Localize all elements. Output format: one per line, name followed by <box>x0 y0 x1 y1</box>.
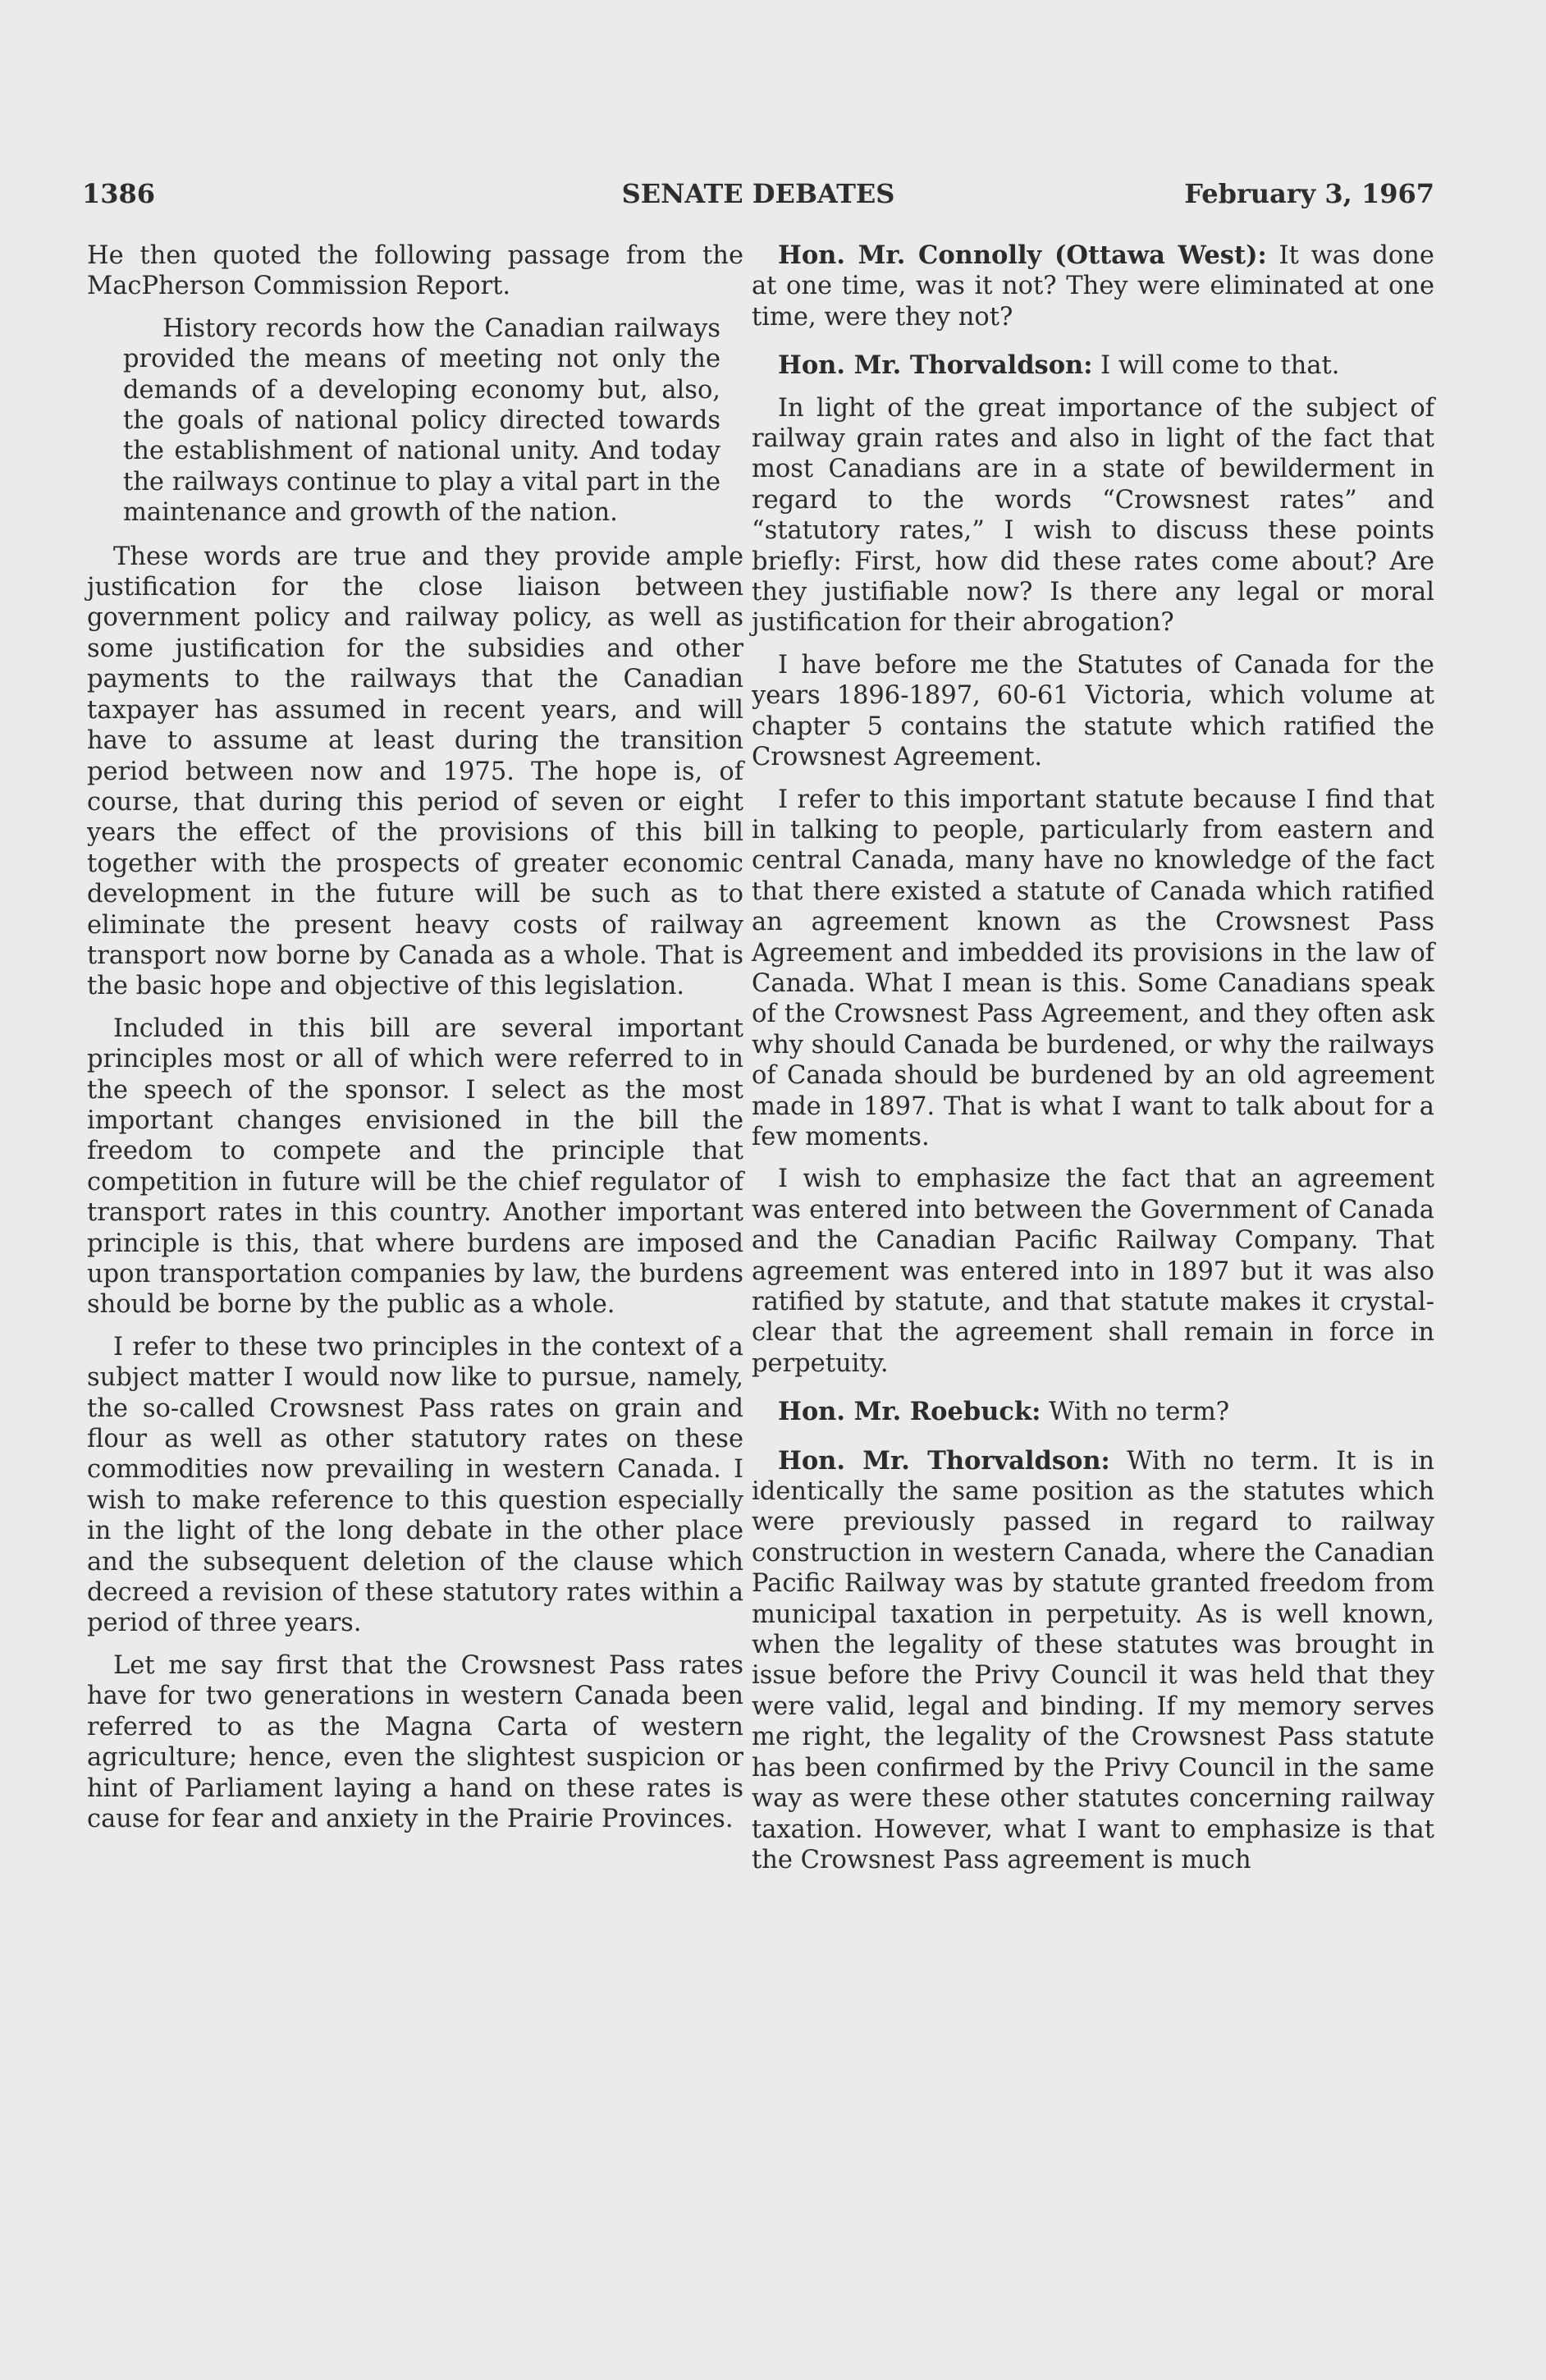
publication-title: SENATE DEBATES <box>621 178 895 209</box>
paragraph: I refer to this important statute because I find that in talking to people, particularly from eastern and central Canada, many have no knowledge of the fact that there existed a statute of Canada which ratified an agreement known as the Crowsnest Pass Agreement and imbedded its provisions in the law of Canada. What I mean is this. Some Canadians speak of the Crowsnest Pass Agreement, and they often ask why should Canada be burdened, or why the railways of Canada should be burdened by an old agreement made in 1897. That is what I want to talk about for a few moments. <box>752 785 1434 1151</box>
paragraph: I refer to these two principles in the context of a subject matter I would now like to pursue, namely, the so-called Crowsnest Pass rates on grain and flour as well as other statutory rates on these commodities now prevailing in western Canada. I wish to make reference to this question especially in the light of the long debate in the other place and the subsequent deletion of the clause which decreed a revision of these statutory rates within a period of three years. <box>87 1332 743 1638</box>
paragraph: Let me say first that the Crowsnest Pass rates have for two generations in western Canada been referred to as the Magna Carta of western agriculture; hence, even the slightest suspicion or hint of Parliament laying a hand on these rates is cause for fear and anxiety in the Prairie Provinces. <box>87 1650 743 1833</box>
issue-date: February 3, 1967 <box>1184 178 1434 209</box>
speaker-name: Hon. Mr. Roebuck: <box>778 1397 1041 1427</box>
paragraph: Included in this bill are several important principles most or all of which were referred to in the speech of the sponsor. I select as the most important changes envisioned in the bill the freedom to compete and the principle that competition in future will be the chief regulator of transport rates in this country. Another important principle is this, that where burdens are imposed upon transportation companies by law, the burdens should be borne by the public as a whole. <box>87 1014 743 1320</box>
intro-paragraph: He then quoted the following passage from the MacPherson Commission Report. <box>87 241 743 301</box>
speech-text: It was done at one time, was it not? They were eliminated at one time, were they not? <box>752 241 1434 332</box>
speech-thorvaldson <box>752 1446 1434 1876</box>
speech-roebuck <box>752 1397 1434 1427</box>
paragraph: I wish to emphasize the fact that an agreement was entered into between the Government of Canada and the Canadian Pacific Railway Company. That agreement was entered into in 1897 but it was also ratified by statute, and that statute makes it crystal-clear that the agreement shall remain in force in perpetuity. <box>752 1165 1434 1378</box>
right-column <box>752 240 1434 1887</box>
speech-text: I will come to that. <box>1092 351 1340 381</box>
block-quote: History records how the Canadian railways provided the means of meeting not only the demands of a developing economy but, also, the goals of national policy directed towards the establishment of national unity. And today the railways continue to play a vital part in the maintenance and growth of the nation. <box>123 314 720 528</box>
page-number: 1386 <box>82 178 156 209</box>
speaker-name: Hon. Mr. Connolly (Ottawa West): <box>778 240 1267 270</box>
paragraph: In light of the great importance of the subject of railway grain rates and also in light of the fact that most Canadians are in a state of bewilderment in regard to the words “Crowsnest rates” and “statutory rates,” I wish to discuss these points briefly: First, how did these rates come about? Are they justifiable now? Is there any legal or moral justification for their abrogation? <box>752 393 1434 638</box>
speech-connolly <box>752 240 1434 332</box>
speech-text: With no term. It is in identically the same position as the statutes which were previously passed in regard to railway construction in western Canada, where the Canadian Pacific Railway was by statute granted freedom from municipal taxation in perpetuity. As is well known, when the legality of these statutes was brought in issue before the Privy Council it was held that they were valid, legal and binding. If my memory serves me right, the legality of the Crowsnest Pass statute has been confirmed by the Privy Council in the same way as were these other statutes concerning railway taxation. However, what I want to emphasize is that the Crowsnest Pass agreement is much <box>752 1446 1434 1874</box>
speech-text: With no term? <box>1041 1398 1230 1427</box>
speech-thorvaldson <box>752 350 1434 381</box>
speaker-name: Hon. Mr. Thorvaldson: <box>778 350 1093 381</box>
paragraph: These words are true and they provide ample justification for the close liaison between government policy and railway policy, as well as some justification for the subsidies and other payments to the railways that the Canadian taxpayer has assumed in recent years, and will have to assume at least during the transition period between now and 1975. The hope is, of course, that during this period of seven or eight years the effect of the provisions of this bill together with the prospects of greater economic development in the future will be such as to eliminate the present heavy costs of railway transport now borne by Canada as a whole. That is the basic hope and objective of this legislation. <box>87 542 743 1001</box>
paragraph: I have before me the Statutes of Canada for the years 1896-1897, 60-61 Victoria, which volume at chapter 5 contains the statute which ratified the Crowsnest Agreement. <box>752 650 1434 772</box>
running-header <box>82 178 1434 211</box>
page <box>82 168 1434 2154</box>
speaker-name: Hon. Mr. Thorvaldson: <box>778 1445 1110 1476</box>
left-column <box>87 240 743 1846</box>
